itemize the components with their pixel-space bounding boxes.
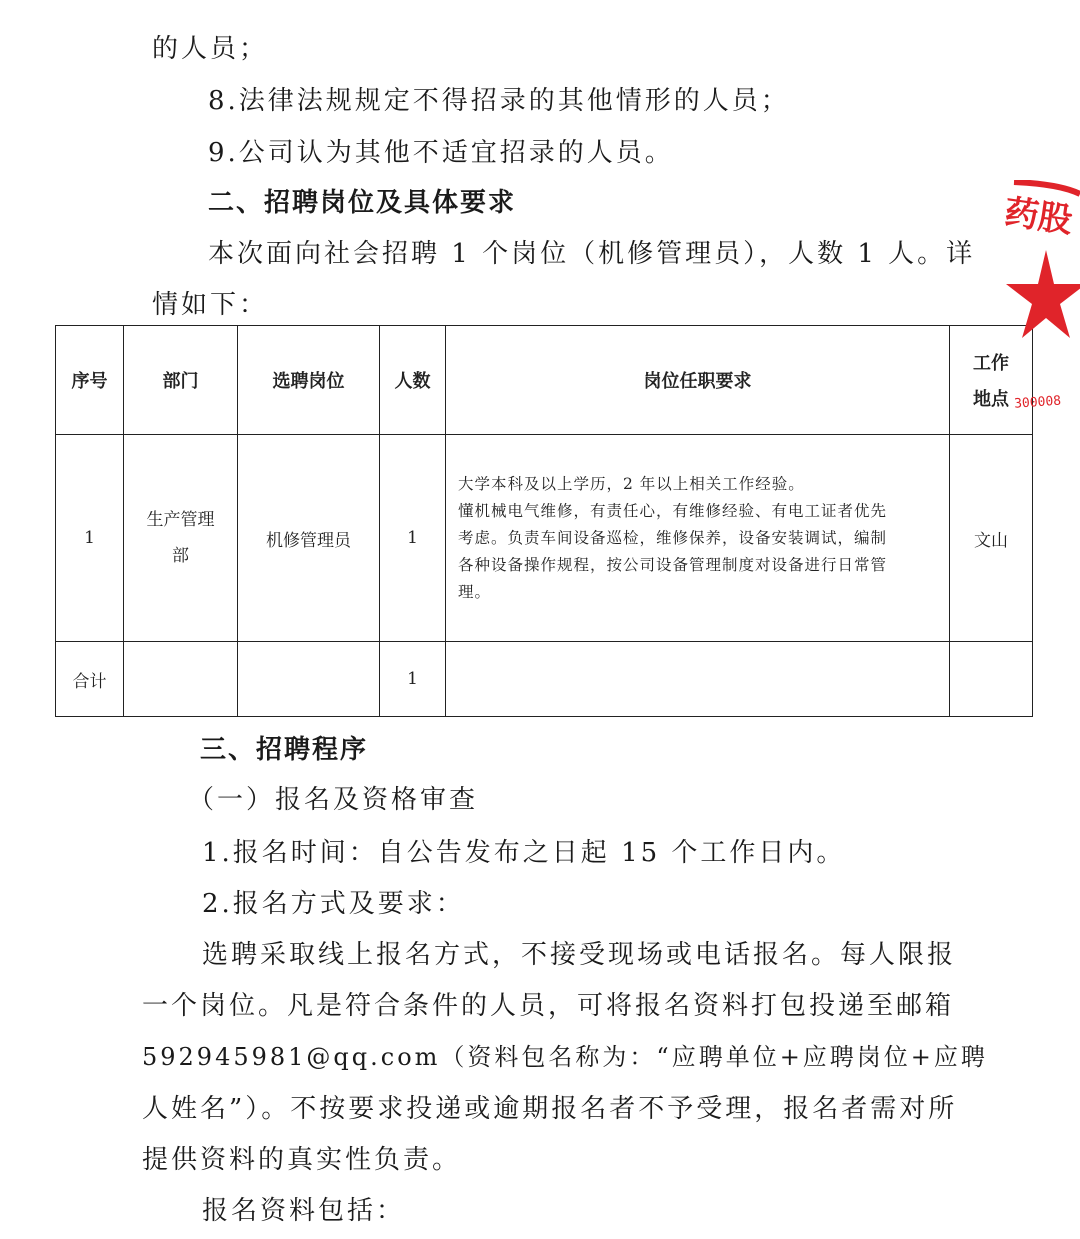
- req-line-1: 大学本科及以上学历，2 年以上相关工作经验。: [458, 474, 805, 493]
- req-line-3: 考虑。负责车间设备巡检，维修保养，设备安装调试，编制: [458, 528, 888, 547]
- section3-line-3: 选聘采取线上报名方式，不接受现场或电话报名。每人限报: [202, 940, 957, 970]
- text-line-2: 8.法律法规规定不得招录的其他情形的人员；: [208, 86, 790, 116]
- req-line-5: 理。: [458, 582, 492, 601]
- header-location-line2: 地点: [973, 389, 1009, 410]
- req-line-4: 各种设备操作规程，按公司设备管理制度对设备进行日常管: [458, 555, 888, 574]
- total-empty-dept: [124, 642, 238, 717]
- header-dept: 部门: [124, 326, 238, 435]
- section-3-heading: 三、招聘程序: [200, 735, 369, 765]
- header-position: 选聘岗位: [238, 326, 380, 435]
- total-count: 1: [380, 642, 446, 717]
- header-count: 人数: [380, 326, 446, 435]
- cell-seq: 1: [56, 435, 124, 642]
- section3-line-2: 2.报名方式及要求：: [202, 889, 465, 919]
- table-header-row: [56, 326, 1033, 435]
- section3-line-1: 1.报名时间：自公告发布之日起 15 个工作日内。: [202, 838, 846, 868]
- total-empty-location: [950, 642, 1033, 717]
- section-2-heading: 二、招聘岗位及具体要求: [208, 188, 517, 218]
- section3-line-6: 人姓名”）。不按要求投递或逾期报名者不予受理，报名者需对所: [142, 1094, 958, 1124]
- total-empty-position: [238, 642, 380, 717]
- text-line-5: 本次面向社会招聘 1 个岗位（机修管理员），人数 1 人。详: [208, 239, 976, 269]
- cell-position: 机修管理员: [238, 435, 380, 642]
- stamp-text: 药股: [1001, 192, 1075, 242]
- cell-count: 1: [380, 435, 446, 642]
- header-location-line1: 工作: [973, 353, 1009, 374]
- stamp-digits: 300008: [1013, 393, 1062, 412]
- table-total-row: [56, 642, 1033, 717]
- section3-line-8: 报名资料包括：: [202, 1196, 406, 1226]
- cell-requirements: [446, 435, 950, 642]
- cell-location: 文山: [950, 435, 1033, 642]
- total-empty-requirements: [446, 642, 950, 717]
- company-seal-stamp: [1000, 180, 1080, 420]
- header-requirements: 岗位任职要求: [446, 326, 950, 435]
- recruitment-table: [55, 325, 1033, 717]
- header-seq: 序号: [56, 326, 124, 435]
- section3-line-7: 提供资料的真实性负责。: [142, 1145, 462, 1175]
- section3-line-4: 一个岗位。凡是符合条件的人员，可将报名资料打包投递至邮箱: [142, 991, 955, 1021]
- total-label: 合计: [56, 642, 124, 717]
- dept-line2: 部: [172, 546, 189, 566]
- sub-section-1-heading: （一）报名及资格审查: [188, 785, 479, 815]
- cell-dept: [124, 435, 238, 642]
- text-line-6: 情如下：: [152, 290, 269, 320]
- dept-line1: 生产管理: [146, 510, 215, 530]
- text-line-1: 的人员；: [152, 34, 269, 64]
- table-row: [56, 435, 1033, 642]
- section3-line-5: 592945981@qq.com（资料包名称为：“应聘单位+应聘岗位+应聘: [142, 1043, 988, 1071]
- text-line-3: 9.公司认为其他不适宜招录的人员。: [208, 138, 674, 168]
- stamp-star-icon: [1006, 250, 1080, 338]
- req-line-2: 懂机械电气维修，有责任心，有维修经验、有电工证者优先: [458, 501, 888, 520]
